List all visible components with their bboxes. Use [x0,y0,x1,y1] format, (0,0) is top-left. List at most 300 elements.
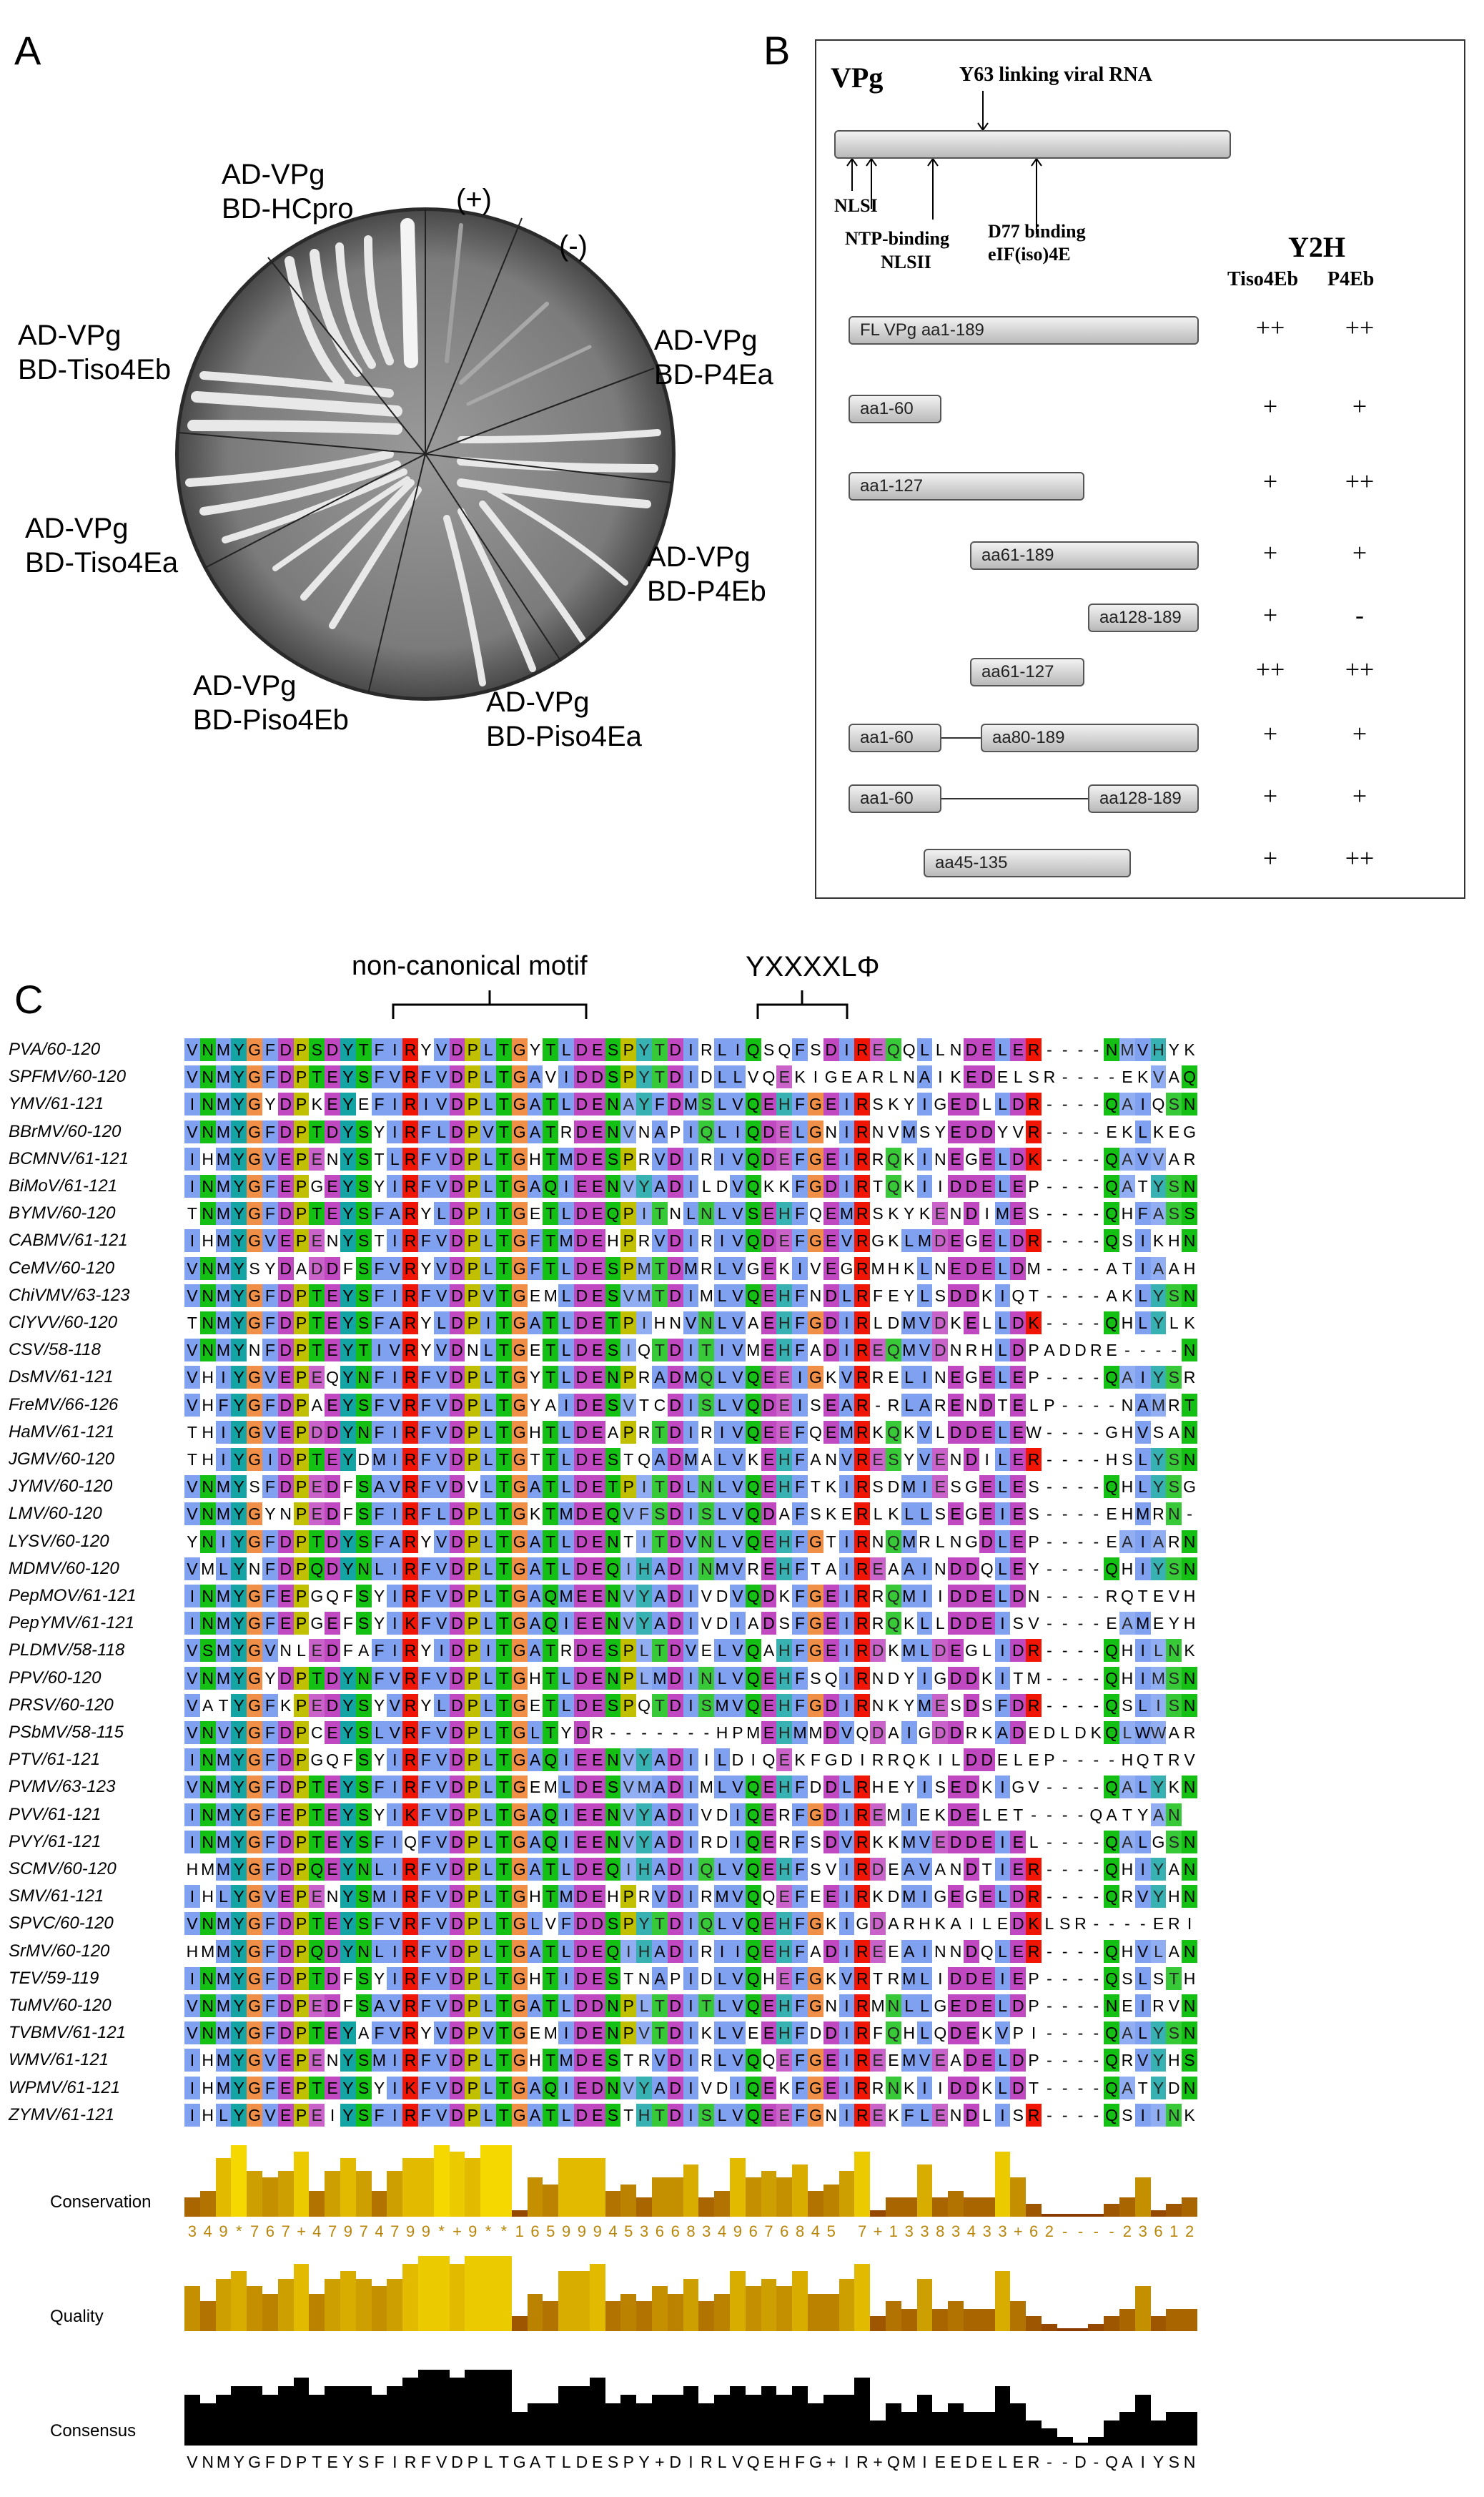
residue-cell: G [512,1448,528,1471]
residue-cell: P [620,2021,636,2044]
residue-cell: M [1027,1668,1041,1688]
residue-cell: F [342,1587,353,1605]
residue-cell: - [1047,1668,1052,1688]
residue-cell: D [325,1967,340,1990]
residue-cell: I [683,1748,699,1771]
residue-cell: N [356,1667,372,1690]
residue-cell: L [1135,2021,1151,2044]
residue-cell: G [1105,1422,1119,1442]
residue-cell: L [434,1121,450,1143]
residue-cell: Y [1151,1776,1167,1798]
residue-cell: F [262,1530,278,1553]
residue-cell: K [1026,1148,1042,1171]
residue-cell: Y [636,1612,652,1635]
motif-label-yxxxxl: YXXXXLΦ [746,951,880,982]
residue-cell: V [652,1229,668,1252]
consensus-track-bar [372,2395,387,2446]
conservation-track-bar [746,2177,761,2217]
quality-track-bar [823,2294,839,2331]
residue-cell: A [888,1723,899,1742]
residue-cell: E [1106,1341,1117,1360]
residue-cell: I [730,1121,746,1143]
residue-cell: E [325,1448,340,1471]
residue-cell: P [465,1803,480,1826]
residue-cell: R [854,1585,870,1607]
residue-cell: K [402,1612,418,1635]
residue-cell: G [964,1504,978,1524]
residue-cell: A [748,1614,759,1633]
residue-cell: L [1029,1395,1039,1414]
residue-cell: D [574,1667,590,1690]
quality-track-bar [372,2286,387,2331]
quality-track-bar [340,2271,356,2331]
residue-cell: S [1122,1231,1133,1251]
residue-cell: R [854,1229,870,1252]
residue-cell: L [995,1148,1011,1171]
residue-cell: T [652,1257,668,1280]
residue-cell: M [901,2049,917,2072]
residue-cell: E [979,1967,995,1990]
sequence-name: JYMV/60-120 [9,1477,113,1497]
residue-cell: E [1010,1394,1026,1417]
residue-cell: N [1182,1284,1197,1307]
quality-track-bar [262,2294,278,2331]
residue-cell: L [917,1967,933,1990]
conservation-digit: 2 [1184,2222,1194,2240]
residue-cell: D [450,1175,465,1198]
residue-cell: I [860,1750,865,1770]
residue-cell: E [590,1475,605,1498]
residue-cell: L [558,1448,574,1471]
residue-cell: M [216,1148,232,1171]
residue-cell: F [418,1831,434,1853]
residue-cell: D [278,1530,294,1553]
residue-cell: V [434,1175,450,1198]
residue-cell: - [1109,1750,1114,1770]
residue-cell: P [465,1721,480,1744]
residue-cell: M [216,2049,232,2072]
residue-cell: N [200,1667,216,1690]
residue-cell: F [792,1940,808,1963]
residue-cell: L [995,1585,1011,1607]
residue-cell: F [418,1612,434,1635]
quality-track-bar [714,2294,730,2331]
residue-cell: R [854,1448,870,1471]
residue-cell: D [887,1477,900,1497]
residue-cell: V [652,1885,668,1908]
consensus-track-bar [340,2386,356,2446]
residue-cell: I [839,1339,855,1361]
residue-cell: A [1168,1422,1179,1442]
residue-cell: R [854,2021,870,2044]
residue-cell: Q [746,1175,761,1198]
residue-cell: M [1151,1394,1167,1417]
residue-cell: R [1074,1914,1087,1934]
residue-cell: F [418,1175,434,1198]
residue-cell: A [528,1612,543,1635]
residue-cell: Y [231,1475,247,1498]
residue-cell: I [995,1667,1011,1690]
residue-cell: D [450,1284,465,1307]
residue-cell: A [652,1940,668,1963]
residue-cell: F [418,1667,434,1690]
residue-cell: F [652,1093,668,1115]
residue-cell: L [480,1994,496,2017]
residue-cell: D [450,1721,465,1744]
residue-cell: E [964,2021,979,2044]
residue-cell: R [854,1885,870,1908]
residue-cell: D [932,1639,948,1662]
residue-cell: H [1121,1422,1134,1442]
residue-cell: D [278,1967,294,1990]
residue-cell: R [402,2021,418,2044]
residue-cell: L [982,2105,992,2124]
residue-cell: K [826,1504,837,1524]
residue-cell: E [1010,1475,1026,1498]
residue-cell: D [450,1748,465,1771]
residue-cell: T [187,1450,197,1469]
conservation-track-bar [1073,2214,1089,2217]
residue-cell: D [450,2104,465,2127]
residue-cell: V [730,1394,746,1417]
consensus-track-bar [590,2378,605,2446]
residue-cell: K [402,1803,418,1826]
residue-cell: R [854,1421,870,1444]
residue-cell: I [839,1885,855,1908]
residue-cell: D [761,1121,777,1143]
residue-cell: D [1010,1694,1026,1717]
residue-cell: F [418,1912,434,1935]
residue-cell: F [262,1858,278,1881]
residue-cell: D [809,2024,822,2043]
residue-cell: E [590,1175,605,1198]
residue-cell: - [1093,1695,1099,1715]
residue-cell: E [309,1885,325,1908]
residue-cell: G [512,2021,528,2044]
residue-cell: K [981,2024,993,2043]
consensus-track-bar [746,2395,761,2446]
sequence-name: PVV/61-121 [9,1804,102,1824]
residue-cell: H [607,1231,619,1251]
residue-cell: D [450,1994,465,2017]
residue-cell: F [792,1776,808,1798]
residue-cell: - [1124,1341,1130,1360]
residue-cell: E [776,1748,792,1771]
col-p4eb: P4Eb [1327,268,1375,290]
residue-cell: M [917,1694,933,1717]
residue-cell: V [434,1284,450,1307]
residue-cell: E [590,1502,605,1525]
residue-cell: T [1153,1750,1164,1770]
conservation-digit: 6 [780,2222,789,2240]
residue-cell: I [917,1093,933,1115]
residue-cell: T [496,1366,512,1389]
residue-cell: K [778,1177,790,1196]
consensus-track-bar [1057,2437,1073,2446]
conservation-digit: - [1109,2222,1114,2240]
score-p4eb: ++ [1345,467,1375,496]
residue-cell: A [372,1994,387,2017]
residue-cell: T [543,1229,558,1252]
consensus-track-bar [964,2412,979,2446]
consensus-track-bar [356,2386,372,2446]
residue-cell: - [1077,1668,1084,1688]
residue-cell: M [558,1229,574,1252]
residue-cell: L [636,1667,652,1690]
consensus-residue: Y [342,2453,354,2471]
residue-cell: G [808,1967,823,1990]
residue-cell: R [402,1694,418,1717]
residue-cell: T [652,1912,668,1935]
residue-cell: L [873,1504,883,1524]
residue-cell: V [620,1394,636,1417]
quality-track-bar [512,2316,528,2331]
residue-cell: D [574,1148,590,1171]
residue-cell: P [294,1394,310,1417]
residue-cell: Q [746,1885,761,1908]
residue-cell: E [888,1941,899,1961]
residue-cell: A [1151,1803,1167,1826]
residue-cell: R [871,1614,884,1633]
residue-cell: K [1152,1122,1164,1141]
residue-cell: T [543,1475,558,1498]
residue-cell: Q [808,1204,822,1223]
residue-cell: Q [746,1148,761,1171]
residue-cell: R [887,1750,900,1770]
residue-cell: F [792,1448,808,1471]
residue-cell: D [278,1311,294,1334]
residue-cell: L [480,1858,496,1881]
residue-cell: Y [1168,1040,1179,1059]
residue-cell: T [543,1967,558,1990]
quality-track-bar [216,2279,232,2331]
residue-cell: Q [605,1940,621,1963]
consensus-track-bar [387,2386,402,2446]
residue-cell: R [402,1093,418,1115]
residue-cell: E [1010,1940,1026,1963]
residue-cell: R [402,1421,418,1444]
residue-cell: V [1135,1148,1151,1171]
residue-cell: V [184,1557,200,1580]
residue-cell: R [934,1395,946,1414]
residue-cell: Y [187,1532,198,1551]
conservation-track-bar [262,2177,278,2217]
residue-cell: Q [1104,1202,1119,1225]
residue-cell: R [700,1422,713,1442]
residue-cell: P [465,1694,480,1717]
consensus-residue: N [1183,2453,1196,2471]
conservation-digit: 9 [405,2222,415,2240]
residue-cell: D [1043,1723,1056,1742]
consensus-track-bar [325,2386,340,2446]
residue-cell: L [901,1366,917,1389]
residue-cell: R [1026,1093,1042,1115]
residue-cell: I [683,2077,699,2099]
residue-cell: Q [746,2104,761,2127]
residue-cell: G [512,1585,528,1607]
residue-cell: - [1047,1532,1052,1551]
residue-cell: - [1093,1177,1099,1196]
residue-cell: I [839,2049,855,2072]
residue-cell: F [342,1969,353,1988]
residue-cell: - [1047,1477,1052,1497]
residue-cell: A [950,1914,961,1934]
residue-cell: F [418,1994,434,2017]
residue-cell: G [808,1366,823,1389]
residue-cell: Y [231,1530,247,1553]
residue-cell: E [748,2024,759,2043]
residue-cell: I [683,1175,699,1198]
sequence-name: CeMV/60-120 [9,1258,115,1278]
residue-cell: T [605,1311,621,1334]
sequence-name: PPV/60-120 [9,1668,102,1688]
residue-cell: E [996,1914,1009,1934]
consensus-residue: Q [746,2453,760,2471]
residue-cell: S [1152,1422,1164,1442]
residue-cell: K [872,1832,884,1851]
residue-cell: I [262,1448,278,1471]
residue-cell: L [995,1366,1011,1389]
residue-cell: I [839,1858,855,1881]
residue-cell: P [465,1366,480,1389]
residue-cell: M [901,1339,917,1361]
quality-track-bar [1119,2309,1135,2331]
residue-cell: - [1093,1040,1099,1059]
residue-cell: - [1062,1149,1068,1168]
residue-cell: Y [340,1831,356,1853]
residue-cell: Q [326,1587,340,1605]
residue-cell: M [839,1421,855,1444]
residue-cell: D [278,1065,294,1088]
residue-cell: D [574,1284,590,1307]
residue-cell: A [387,1202,402,1225]
quality-track-bar [979,2309,995,2331]
residue-cell: D [278,1557,294,1580]
residue-cell: Q [762,1887,776,1906]
residue-cell: I [839,1148,855,1171]
residue-cell: Y [904,1095,915,1114]
residue-cell: H [1121,1941,1134,1961]
residue-cell: N [280,1641,292,1660]
residue-cell: - [1047,1040,1052,1059]
residue-cell: T [496,1831,512,1853]
conservation-track-bar [1119,2197,1135,2217]
conservation-digit: 5 [624,2222,633,2240]
residue-cell: Y [340,1940,356,1963]
consensus-track-bar [1010,2403,1026,2446]
sequence-name: ChiVMV/63-123 [9,1285,130,1305]
residue-cell: H [529,2051,541,2070]
consensus-residue: L [561,2453,571,2471]
residue-cell: E [1106,1532,1117,1551]
residue-cell: A [295,1259,307,1278]
residue-cell: F [262,1721,278,1744]
residue-cell: Q [1104,1967,1119,1990]
residue-cell: V [184,1994,200,2017]
conservation-digit: 1 [889,2222,899,2240]
residue-cell: - [1047,1122,1052,1141]
residue-cell: L [995,1229,1011,1252]
residue-cell: K [1152,1231,1164,1251]
residue-cell: E [979,1421,995,1444]
residue-cell: I [184,1229,200,1252]
residue-cell: N [1182,1175,1197,1198]
residue-cell: K [826,1969,837,1988]
residue-cell: E [932,1831,948,1853]
residue-cell: L [558,1339,574,1361]
residue-cell: I [938,2078,943,2097]
quality-track-bar [480,2256,496,2331]
residue-cell: E [948,1776,964,1798]
residue-cell: H [186,1941,199,1961]
quality-track-bar [808,2294,823,2331]
residue-cell: S [886,1448,901,1471]
residue-cell: V [620,1831,636,1853]
residue-cell: T [496,1202,512,1225]
residue-cell: D [964,1038,979,1061]
residue-cell: R [854,1831,870,1853]
annot-y63: Y63 linking viral RNA [959,64,1152,86]
consensus-residue: P [467,2453,478,2471]
residue-cell: T [652,1202,668,1225]
residue-cell: V [730,1530,746,1553]
residue-cell: S [356,1612,372,1635]
quality-track-bar [620,2294,636,2331]
residue-cell: D [964,1093,979,1115]
residue-cell: I [995,1612,1011,1635]
consensus-residue: F [374,2453,385,2471]
residue-cell: E [979,1229,995,1252]
residue-cell: E [761,1694,777,1717]
conservation-track-bar [434,2145,450,2217]
quality-track-bar [418,2256,434,2331]
residue-cell: D [668,1885,683,1908]
residue-cell: L [480,1694,496,1717]
residue-cell: V [620,1803,636,1826]
quality-track-bar [1151,2316,1167,2331]
residue-cell: N [1166,1639,1182,1662]
residue-cell: V [434,1831,450,1853]
conservation-digit: 6 [1029,2222,1039,2240]
residue-cell: I [995,1284,1011,1307]
residue-cell: Q [746,1121,761,1143]
residue-cell: R [1026,1694,1042,1717]
residue-cell: F [792,1585,808,1607]
residue-cell: T [698,1339,714,1361]
residue-cell: G [808,1311,823,1334]
residue-cell: R [854,1284,870,1307]
residue-cell: Q [1104,1667,1119,1690]
residue-cell: I [683,1502,699,1525]
residue-cell: D [761,1612,777,1635]
residue-cell: G [247,1994,262,2017]
residue-cell: A [358,2024,370,2043]
sequence-name: BCMNV/61-121 [9,1148,129,1168]
residue-cell: I [714,1339,730,1361]
residue-cell: K [1122,1122,1133,1141]
residue-cell: V [262,1885,278,1908]
residue-cell: - [1077,1395,1084,1414]
residue-cell: L [216,1557,232,1580]
residue-cell: N [1027,1587,1040,1605]
residue-cell: N [466,1341,479,1360]
residue-cell: Q [746,1530,761,1553]
residue-cell: Y [231,1394,247,1417]
residue-cell: T [1029,2078,1039,2097]
conservation-digit: 9 [561,2222,571,2240]
residue-cell: V [262,1421,278,1444]
residue-cell: E [590,1885,605,1908]
